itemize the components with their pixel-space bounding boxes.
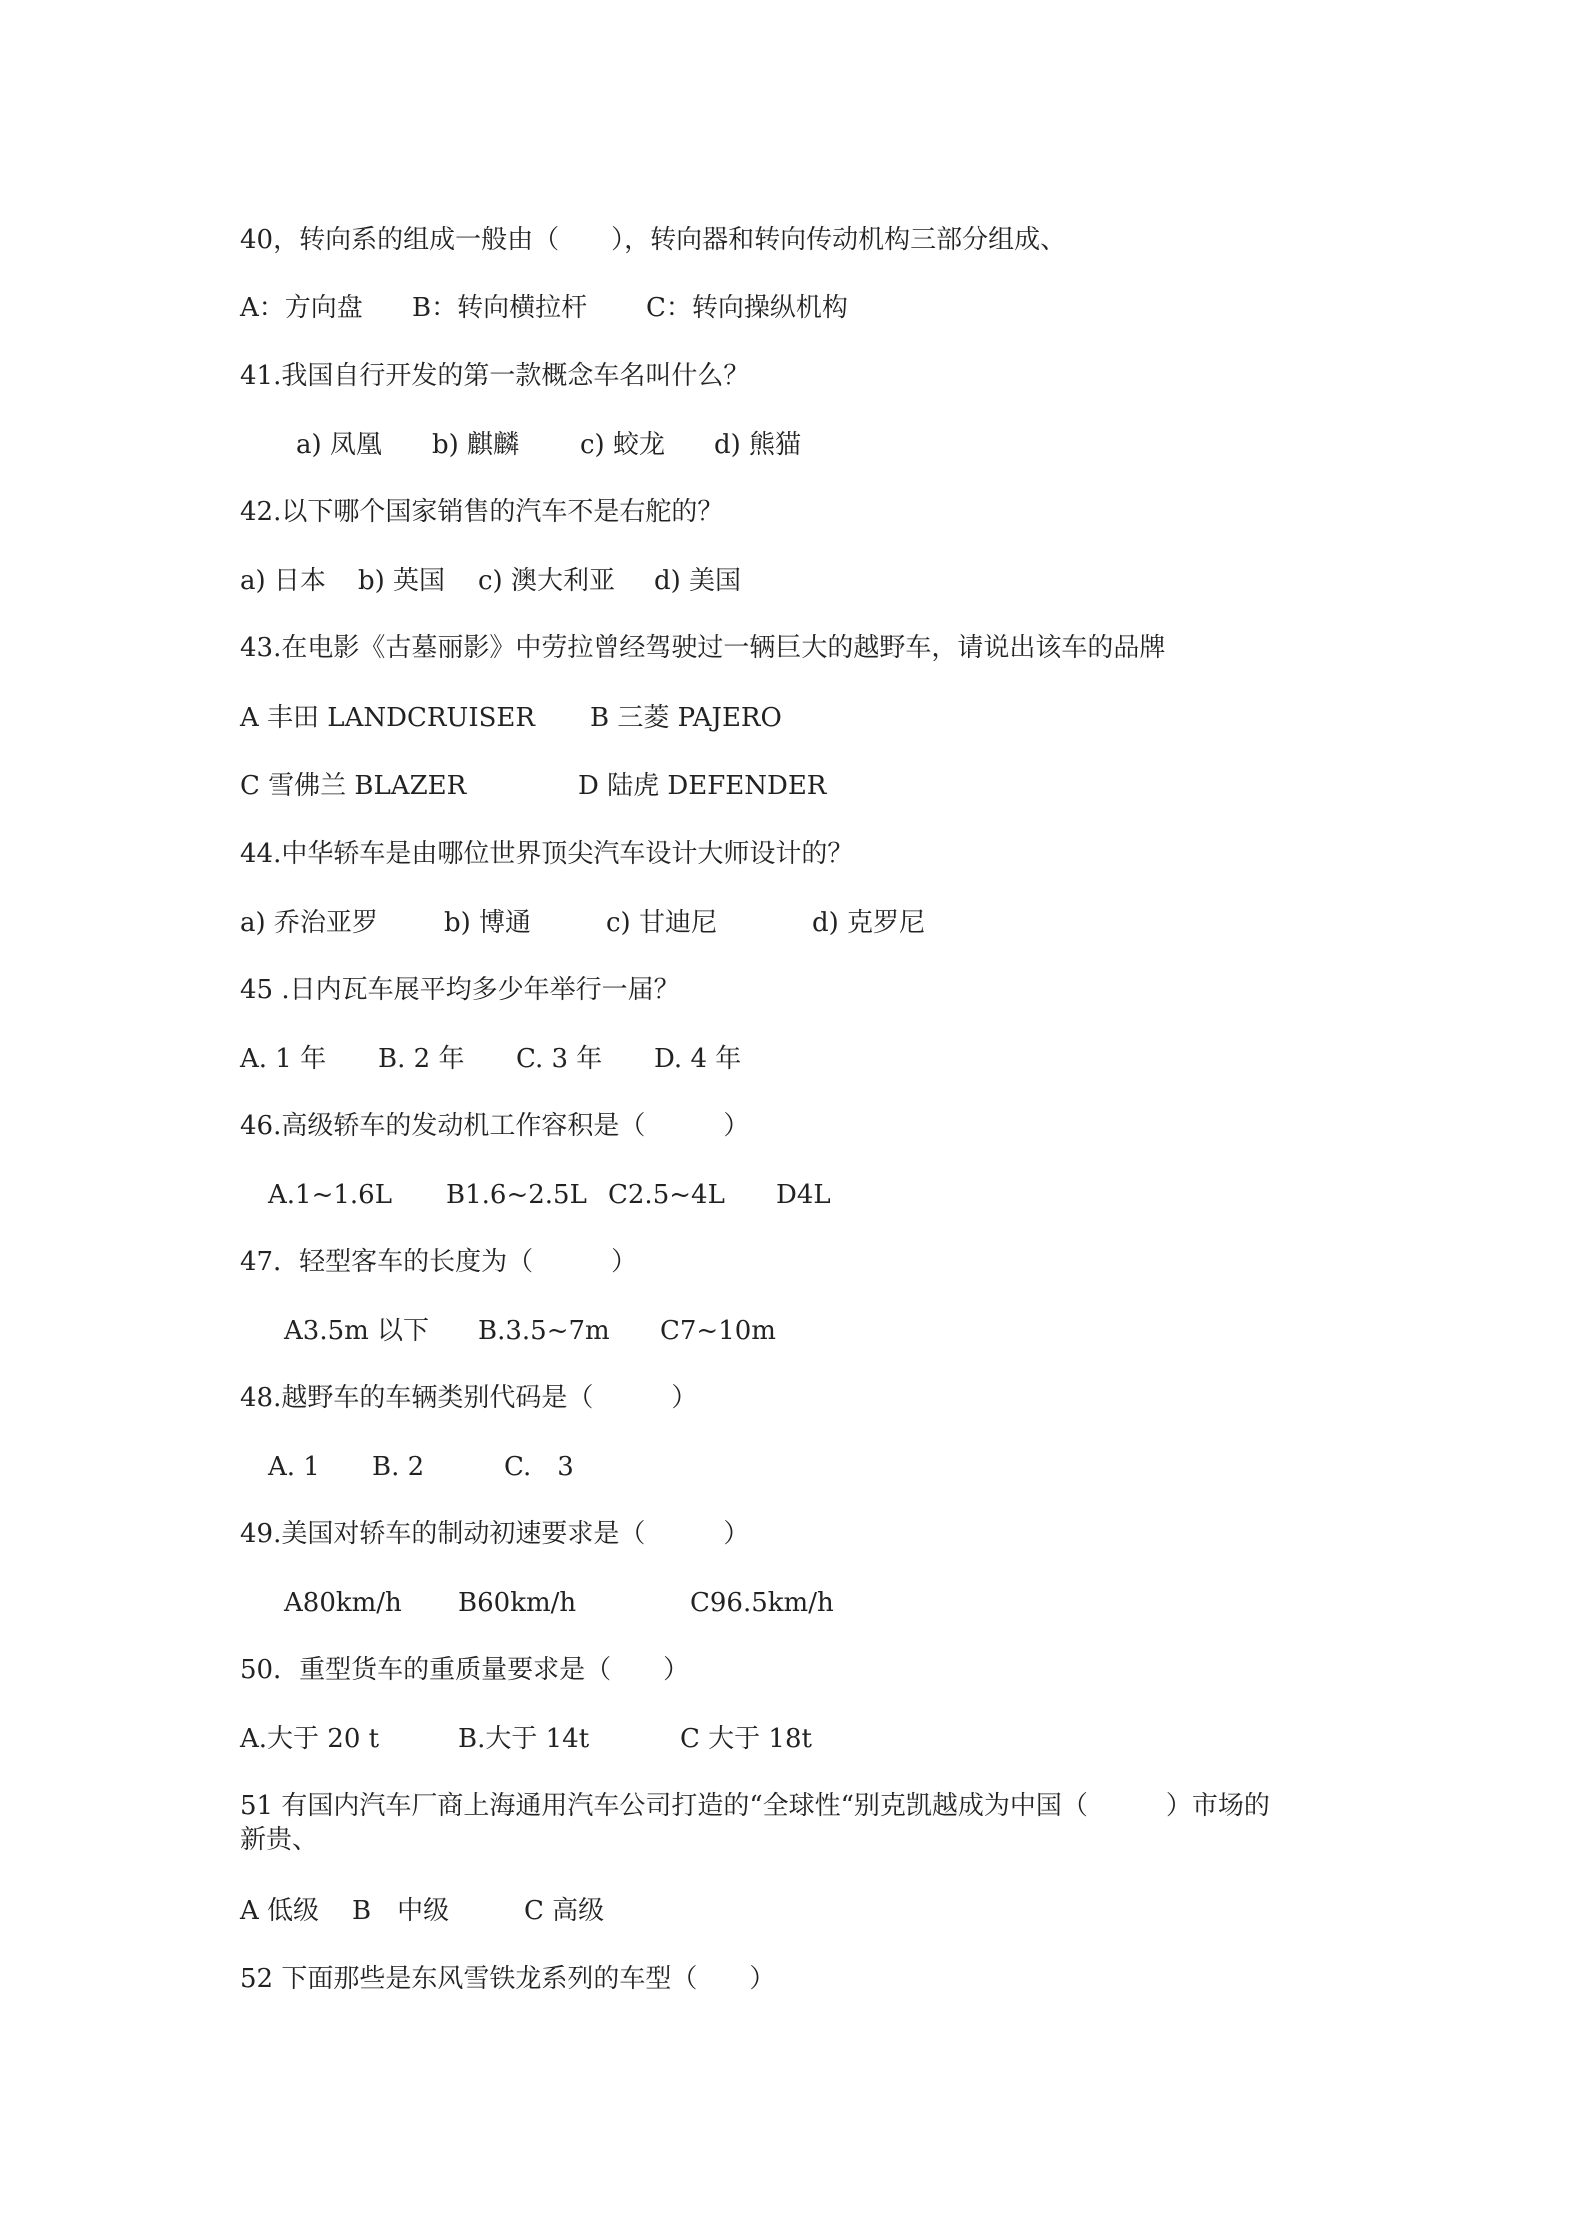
option-40-c: C：转向操纵机构 bbox=[646, 293, 848, 323]
option-48-a: A. 1 bbox=[268, 1452, 320, 1482]
option-43-a: A 丰田 LANDCRUISER bbox=[240, 703, 535, 733]
option-44-a: a) 乔治亚罗 bbox=[240, 908, 378, 938]
option-43-b: B 三菱 PAJERO bbox=[590, 703, 782, 733]
question-42: 42.以下哪个国家销售的汽车不是右舵的？ bbox=[240, 497, 724, 527]
option-41-d: d) 熊猫 bbox=[714, 430, 802, 460]
question-49: 49.美国对轿车的制动初速要求是（ ） bbox=[240, 1519, 750, 1549]
question-46: 46.高级轿车的发动机工作容积是（ ） bbox=[240, 1111, 750, 1141]
option-49-a: A80km/h bbox=[284, 1588, 402, 1618]
option-48-b: B. 2 bbox=[372, 1452, 425, 1482]
option-45-b: B. 2 年 bbox=[378, 1044, 465, 1074]
option-43-d: D 陆虎 DEFENDER bbox=[578, 771, 827, 801]
option-41-b: b) 麒麟 bbox=[432, 430, 520, 460]
option-50-b: B.大于 14t bbox=[458, 1724, 590, 1754]
option-46-b: B1.6~2.5L bbox=[446, 1180, 587, 1210]
option-42-a: a) 日本 bbox=[240, 566, 326, 596]
question-40: 40，转向系的组成一般由（ ），转向器和转向传动机构三部分组成、 bbox=[240, 225, 1067, 255]
option-47-a: A3.5m 以下 bbox=[284, 1316, 430, 1346]
option-40-a: A：方向盘 bbox=[240, 293, 363, 323]
option-44-d: d) 克罗尼 bbox=[812, 908, 926, 938]
option-51-a: A 低级 bbox=[240, 1896, 320, 1926]
question-47: 47．轻型客车的长度为（ ） bbox=[240, 1247, 638, 1277]
question-41: 41.我国自行开发的第一款概念车名叫什么？ bbox=[240, 361, 750, 391]
option-46-d: D4L bbox=[776, 1180, 831, 1210]
option-47-b: B.3.5~7m bbox=[478, 1316, 610, 1346]
option-51-c: C 高级 bbox=[524, 1896, 605, 1926]
question-48: 48.越野车的车辆类别代码是（ ） bbox=[240, 1383, 698, 1413]
option-41-c: c) 蛟龙 bbox=[580, 430, 665, 460]
option-45-d: D. 4 年 bbox=[654, 1044, 742, 1074]
option-45-c: C. 3 年 bbox=[516, 1044, 603, 1074]
question-45: 45 .日内瓦车展平均多少年举行一届？ bbox=[240, 975, 680, 1005]
question-51-continuation: 新贵、 bbox=[240, 1825, 319, 1855]
question-50: 50．重型货车的重质量要求是（ ） bbox=[240, 1655, 690, 1685]
option-46-a: A.1~1.6L bbox=[268, 1180, 392, 1210]
option-46-c: C2.5~4L bbox=[608, 1180, 725, 1210]
question-43: 43.在电影《古墓丽影》中劳拉曾经驾驶过一辆巨大的越野车，请说出该车的品牌 bbox=[240, 633, 1166, 663]
option-45-a: A. 1 年 bbox=[240, 1044, 327, 1074]
option-43-c: C 雪佛兰 BLAZER bbox=[240, 771, 467, 801]
option-42-b: b) 英国 bbox=[358, 566, 446, 596]
option-40-b: B：转向横拉杆 bbox=[412, 293, 588, 323]
option-48-c: C. 3 bbox=[504, 1452, 574, 1482]
option-42-d: d) 美国 bbox=[654, 566, 742, 596]
option-44-b: b) 博通 bbox=[444, 908, 532, 938]
option-41-a: a) 凤凰 bbox=[296, 430, 382, 460]
option-49-c: C96.5km/h bbox=[690, 1588, 834, 1618]
option-47-c: C7~10m bbox=[660, 1316, 776, 1346]
option-42-c: c) 澳大利亚 bbox=[478, 566, 615, 596]
question-52: 52 下面那些是东风雪铁龙系列的车型（ ） bbox=[240, 1964, 776, 1994]
option-49-b: B60km/h bbox=[458, 1588, 577, 1618]
option-50-a: A.大于 20 t bbox=[240, 1724, 380, 1754]
question-51: 51 有国内汽车厂商上海通用汽车公司打造的“全球性“别克凯越成为中国（ ）市场的 bbox=[240, 1791, 1270, 1821]
option-50-c: C 大于 18t bbox=[680, 1724, 812, 1754]
option-44-c: c) 甘迪尼 bbox=[606, 908, 717, 938]
question-44: 44.中华轿车是由哪位世界顶尖汽车设计大师设计的？ bbox=[240, 839, 854, 869]
option-51-b: B 中级 bbox=[352, 1896, 450, 1926]
